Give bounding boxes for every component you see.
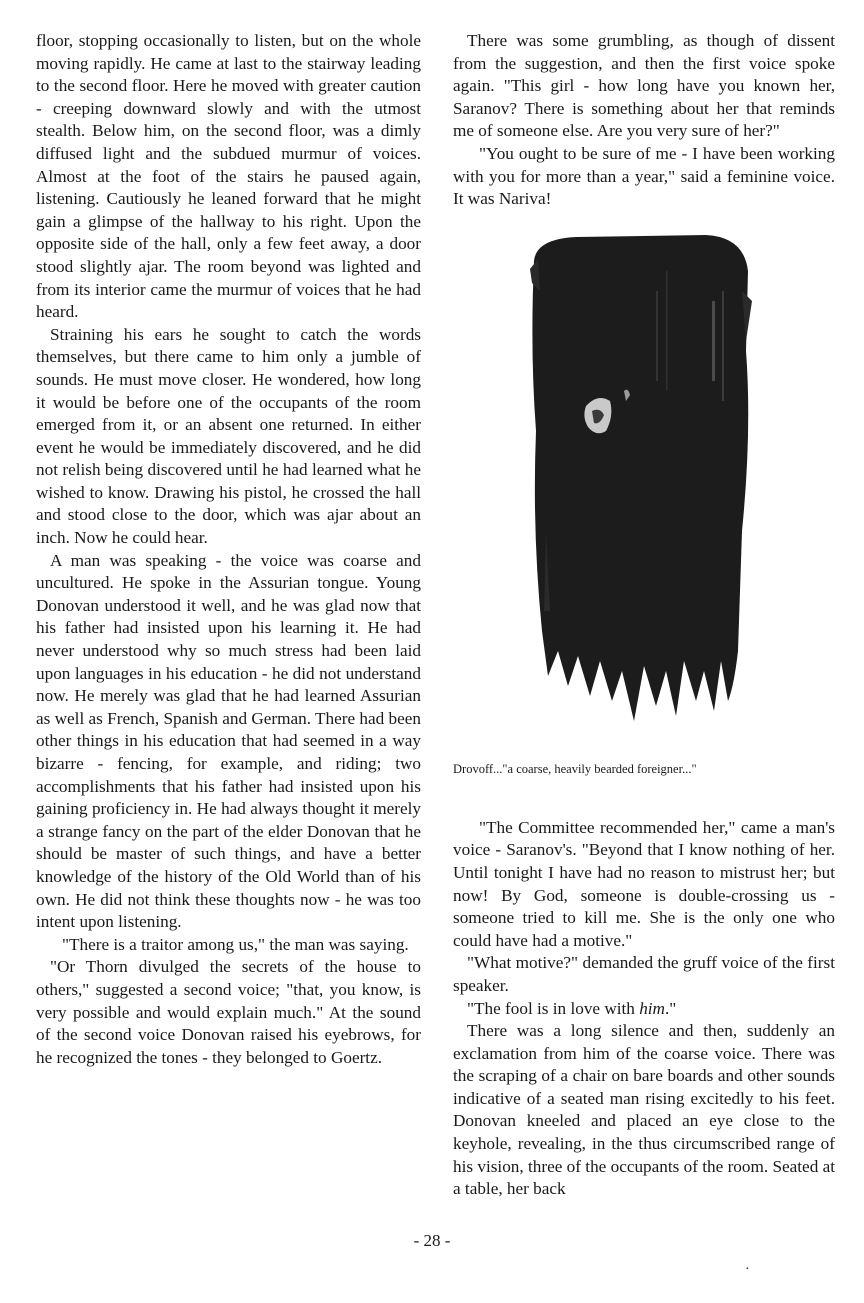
figure-caption: Drovoff..."a coarse, heavily bearded foreigner..." — [453, 761, 697, 776]
left-column — [36, 30, 421, 1069]
right-column — [453, 30, 835, 1201]
paragraph: "You ought to be sure of me - I have been working with you for more than a year," said a feminine voice. It was Nariva! — [453, 143, 835, 209]
drovoff-illustration — [516, 231, 756, 731]
paragraph: "What motive?" demanded the gruff voice of the first speaker. — [453, 953, 835, 995]
page-number: - 28 - — [413, 1231, 451, 1250]
ink-speck: · — [745, 1262, 750, 1277]
paragraph: floor, stopping occasionally to listen, but on the whole moving rapidly. He came at last to the stairway leading to the second floor. Here he moved with greater caution - creeping downward slowly and with the utmost stealth. Below him, on the second floor, was a dimly diffused light and the subdued murmur of voices. Almost at the foot of the stairs he paused again, listening. Cautiously he leaned forward that he might gain a glimpse of the hallway to his right. Upon the opposite side of the hall, only a few feet away, a door stood slightly ajar. The room beyond was lighted and from its interior came the murmur of voices that he had heard. — [36, 31, 421, 322]
paragraph: "The fool is in love with him." — [467, 998, 677, 1018]
illustration — [453, 221, 835, 761]
paragraph: Straining his ears he sought to catch the words themselves, but there came to him only a jumble of sounds. He must move closer. He wondered, how long it would be before one of the occupants of the room emerged from it, or an absent one returned. In either event he would be immediately discovered, and he did not relish being discovered until he had learned what he wished to know. Drawing his pistol, he crossed the hall and stood close to the door, which was ajar about an inch. Now he could hear. — [36, 324, 421, 548]
paragraph: "The Committee recommended her," came a man's voice - Saranov's. "Beyond that I know nothing of her. Until tonight I have had no reason to mistrust her; but now! By God, someone is double-crossing us - someone tried to kill me. She is the only one who could have had a motive." — [453, 817, 835, 950]
paragraph: There was some grumbling, as though of dissent from the suggestion, and then the first voice spoke again. "This girl - how long have you known her, Saranov? There is something about her that reminds me of someone else. Are you very sure of her?" — [453, 31, 835, 141]
paragraph: There was a long silence and then, suddenly an exclamation from him of the coarse voice. There was the scraping of a chair on bare boards and other sounds indicative of a seated man rising excitedly to his feet. Donovan kneeled and placed an eye close to the keyhole, revealing, in the thus circumscribed range of his vision, three of the occupants of the room. Seated at a table, her back — [453, 1021, 835, 1199]
paragraph: "Or Thorn divulged the secrets of the house to others," suggested a second voice; "that, you know, is very possible and would explain much." At the sound of the second voice Donovan raised his eyebrows, for he recognized the tones - they belonged to Goertz. — [36, 957, 421, 1067]
paragraph: A man was speaking - the voice was coarse and uncultured. He spoke in the Assurian tongue. Young Donovan understood it well, and he was glad now that his father had insisted upon his learning it. He had never understood why so much stress had been laid upon languages in his education - he did not understand now. He merely was glad that he had learned Assurian as well as French, Spanish and German. There had been other things in his education that had seemed in a way bizarre - fencing, for example, and riding; two accomplishments that his father had insisted upon his gaining proficiency in. He had always thought it merely a strange fancy on the part of the elder Donovan that he should be master of such things, and have a better knowledge of the history of the Old World than of his own. He did not think these thoughts now - he was too intent upon listening. — [36, 550, 421, 932]
paragraph: "There is a traitor among us," the man was saying. — [62, 934, 409, 954]
